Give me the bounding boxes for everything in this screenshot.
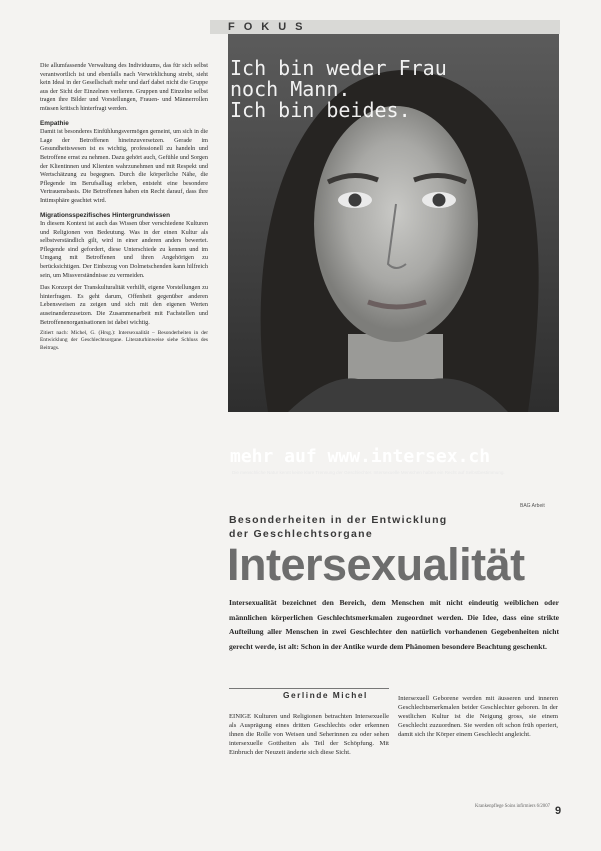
author-rule (229, 688, 389, 689)
article-author: Gerlinde Michel (283, 690, 368, 700)
article-lead: Intersexualität bezeichnet den Bereich, dem Menschen mit nicht eindeutig weiblichen oder männlichen körperlichen Geschlechtsmerkmalen zugeordnet werden. Die Idee, dass eine strikte Aufteilung aller Menschen in zwei Geschlechter den natürlich vorhandenen Gegebenheiten nicht gerecht werde, ist alt: Schon in der Antike wurde dem Phänomen besondere Beachtung geschenkt. (229, 598, 559, 651)
body-col-1-text: EINIGE Kulturen und Religionen betrachten Intersexuelle als Ausprägung eines dritten Geschlechts oder erkennen ihnen die Rolle von Weisen und Seherinnen zu oder sehen intersexuelle Gottheiten als Teil der Schöpfung. Mit Einbruch der Neuzeit änderte sich diese Sicht. (229, 713, 389, 756)
ad-headline-line-1: Ich bin weder Frau (230, 56, 447, 80)
ad-headline (230, 58, 447, 121)
heading-empathie: Empathie (40, 119, 69, 127)
article-subhead-line-1: Besonderheiten in der Entwicklung (229, 514, 448, 526)
left-column (40, 62, 208, 352)
body-col-2-text: Intersexuell Geborene werden mit äusseren und inneren Geschlechtsmerkmalen beider Geschlechter geboren. In der westlichen Kultur ist die Neigung gross, sie einem Geschlecht zuzuordnen. Sie werden oft schon früh operiert, damit sich ihr Körper einem Geschlecht angleicht. (398, 695, 558, 738)
photo-credit: BAG Arbeit (520, 503, 545, 509)
article-body-col-1 (229, 712, 389, 757)
left-para-3: In diesem Kontext ist auch das Wissen über verschiedene Kulturen und Religionen von Bedeutung. Was in der einen Kultur als selbstverständlich gilt, wird in einer anderen anders bewertet. Pflegende sind gefordert, diese Unterschiede zu kennen und im Umgang mit Betroffenen und ihren Angehörigen zu berücksichtigen. Der Einbezug von Dolmetschenden kann hilfreich sein, um Missverständnisse zu vermeiden. (40, 220, 208, 279)
article-title: Intersexualität (227, 539, 525, 590)
page-number: 9 (555, 805, 562, 817)
article-subhead (229, 513, 448, 541)
section-label: FOKUS (228, 21, 312, 33)
left-para-1: Die allumfassende Verwaltung des Individuums, das für sich selbst verantwortlich ist und ebenfalls nach Verwirklichung strebt, sieht kein Ideal in der Gesellschaft mehr und darf dabei nicht die Gruppe aus der Sicht der Einzelnen verlieren. Gruppen und Einzelne selbst tragen ihre Bilder und Vorstellungen, Frauen- und Männerrollen müssen kritisch hinterfragt werden. (40, 62, 208, 112)
ad-headline-line-2: noch Mann. (230, 77, 351, 101)
ad-url: mehr auf www.intersex.ch (230, 446, 491, 467)
heading-migration: Migrationsspezifisches Hintergrundwissen (40, 211, 170, 219)
left-para-2: Damit ist besonderes Einfühlungsvermögen gemeint, um sich in die Lage der Betroffenen hineinzuversetzen. Gerade im Gesundheitswesen ist es wichtig, professionell zu handeln und Betroffene ernst zu nehmen. Dazu gehört auch, Gefühle und Sorgen der Klientinnen und Klienten wahrzunehmen und mit Respekt und Wertschätzung zu begegnen. Durch die körperliche Nähe, die Pflegende im Berufsalltag erleben, entsteht eine besondere Vertrauensbasis. Die Betroffenen haben ein Recht darauf, dass ihre Intimsphäre geachtet wird. (40, 128, 208, 204)
left-para-4: Das Konzept der Transkulturalität verhilft, eigene Vorstellungen zu hinterfragen. Es geht darum, Offenheit gegenüber anderen Lebensweisen zu zeigen und sich mit den eigenen Werten auseinanderzusetzen. Die Zusammenarbeit mit Fachstellen und Betroffenenorganisationen ist dabei wichtig. (40, 284, 208, 326)
article-body-col-2 (398, 694, 558, 739)
ad-headline-line-3: Ich bin beides. (230, 98, 411, 122)
ad-fine-print: Die menschliche Natur kennt keine klare Trennung der Geschlechter. Intersexuelle Menschen haben ein Recht auf Selbstbestimmung. (232, 470, 505, 475)
article-subhead-line-2: der Geschlechtsorgane (229, 528, 374, 540)
footnotes: Zitiert nach: Michel, G. (Hrsg.): Intersexualität – Besonderheiten in der Entwicklung der Geschlechtsorgane. Literaturhinweise siehe Schluss des Beitrags. (40, 330, 208, 351)
footer-source: Krankenpflege Soins infirmiers 6/2007 (474, 804, 550, 809)
